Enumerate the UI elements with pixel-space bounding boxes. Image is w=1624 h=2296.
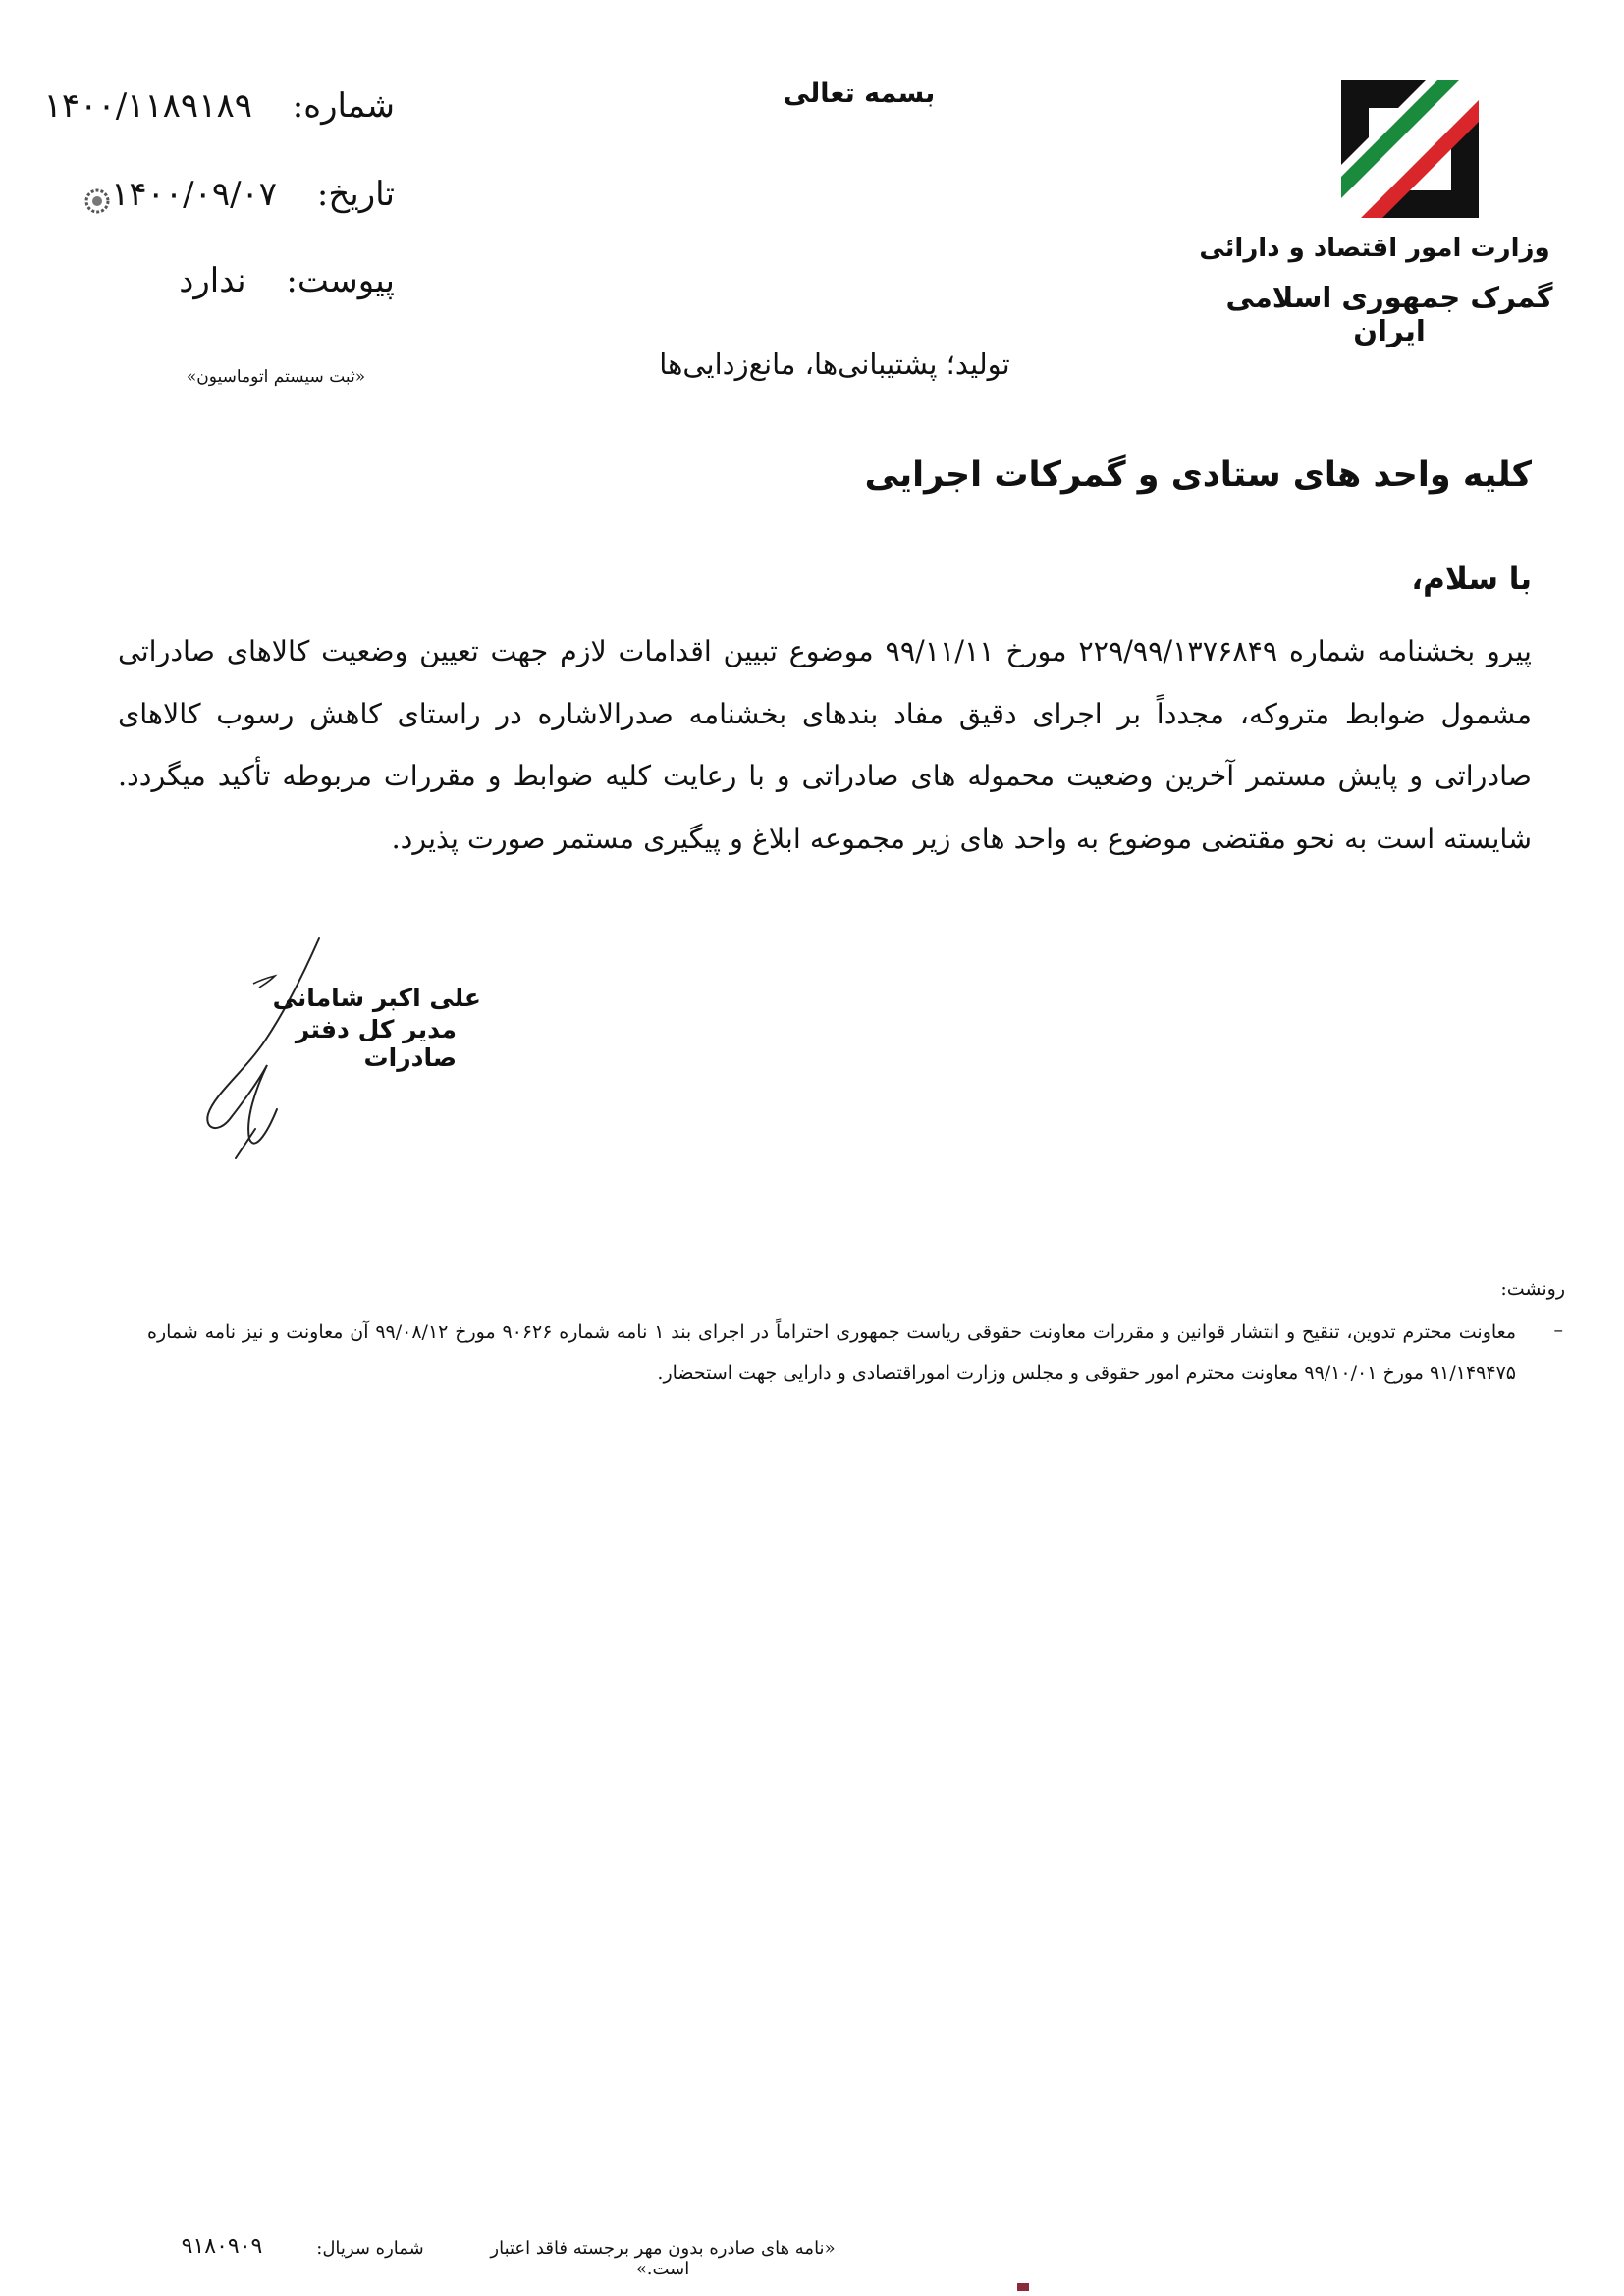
serial-label: شماره سریال: [316, 2238, 424, 2259]
customs-logo-icon [1331, 71, 1489, 228]
cc-text: معاونت محترم تدوین، تنقیح و انتشار قوانین و مقررات معاونت حقوقی ریاست جمهوری احتراماً در اجرای بند ۱ نامه شماره ۹۰۶۲۶ مورخ ۹۹/۰۸/۱۲ آن معاونت و نیز نامه شماره ۹۱/۱۴۹۴۷۵ مورخ ۹۹/۱۰/۰۱ معاونت محترم امور حقوقی و مجلس وزارت اموراقتصادی و دارایی جهت استحضار. [147, 1321, 1517, 1384]
attachment-value: ندارد [179, 261, 246, 300]
corner-mark-icon [1017, 2283, 1029, 2291]
serial-value: ۹۱۸۰۹۰۹ [181, 2234, 263, 2259]
signer-name: علی اکبر شامانی [272, 984, 481, 1012]
recipient-heading: کلیه واحد های ستادی و گمرکات اجرایی [864, 455, 1532, 495]
cc-label: رونشت: [1500, 1278, 1565, 1300]
attachment-row [179, 261, 395, 300]
letter-date-label: تاریخ: [316, 175, 395, 214]
keywords-line: تولید؛ پشتیبانی‌ها، مانع‌زدایی‌ها [659, 347, 1010, 381]
letter-number-row [44, 86, 395, 126]
salutation: با سلام، [1411, 561, 1532, 597]
cc-bullet: – [1553, 1319, 1563, 1341]
signer-title: مدیر کل دفتر صادرات [295, 1015, 457, 1072]
letter-date-row [111, 175, 395, 214]
ministry-name: وزارت امور اقتصاد و دارائی [1199, 234, 1550, 263]
letter-date-value: ۱۴۰۰/۰۹/۰۷ [111, 175, 278, 214]
footer-validity-note: «نامه های صادره بدون مهر برجسته فاقد اعتبار است.» [490, 2238, 836, 2279]
automation-note: «ثبت سیستم اتوماسیون» [186, 367, 366, 387]
letter-number-label: شماره: [292, 86, 395, 126]
attachment-label: پیوست: [286, 261, 395, 300]
letter-body: پیرو بخشنامه شماره ۲۲۹/۹۹/۱۳۷۶۸۴۹ مورخ ۹۹/۱۱/۱۱ موضوع تبیین اقدامات لازم جهت تعیین وضعیت کالاهای صادراتی مشمول ضوابط متروکه، مجدداً بر اجرای دقیق مفاد بندهای بخشنامه صدرالاشاره در راستای کاهش رسوب کالاهای صادراتی و پایش مستمر آخرین وضعیت محموله های صادراتی و با رعایت کلیه ضوابط و مقررات مربوطه تأکید میگردد. شایسته است به نحو مقتضی موضوع به واحد های زیر مجموعه ابلاغ و پیگیری مستمر صورت پذیرد. [118, 635, 1532, 855]
organization-name: گمرک جمهوری اسلامی ایران [1225, 281, 1553, 347]
seal-icon [84, 188, 110, 214]
invocation-heading: بسمه تعالی [783, 79, 936, 109]
letter-number-value: ۱۴۰۰/۱۱۸۹۱۸۹ [43, 86, 252, 126]
